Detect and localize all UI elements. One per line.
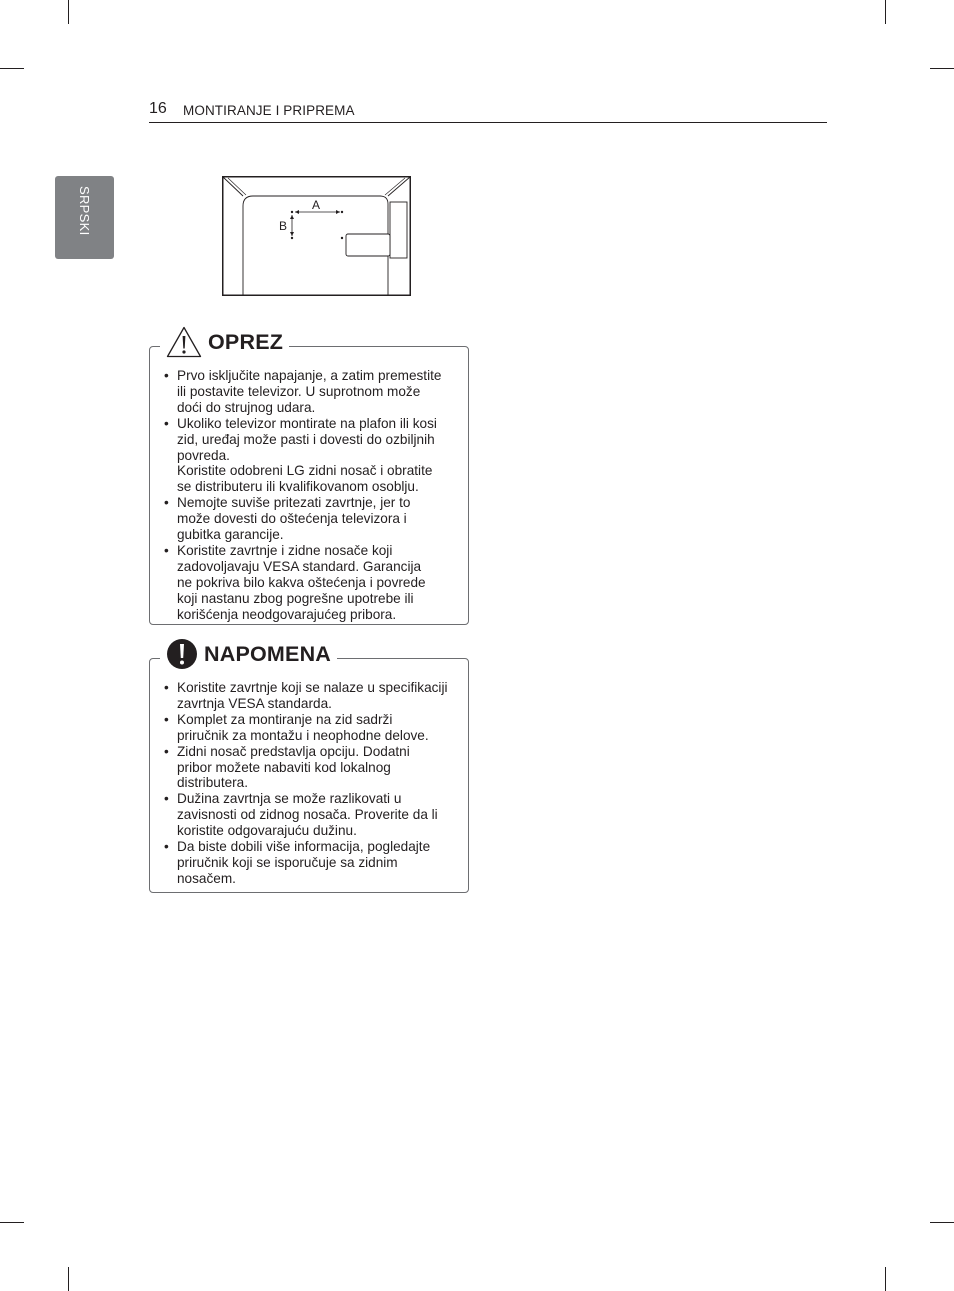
list-item: • Komplet za montiranje na zid sadrži priručnik za montažu i neophodne delove. xyxy=(164,712,462,744)
note-header xyxy=(160,637,337,671)
label-a: A xyxy=(312,198,321,212)
list-item: • Prvo isključite napajanje, a zatim premestite ili postavite televizor. U suprotnom može doći do strujnog udara. xyxy=(164,368,462,416)
crop-mark xyxy=(885,1267,886,1291)
crop-mark xyxy=(0,1222,24,1223)
exclamation-circle-icon xyxy=(166,638,198,670)
crop-mark xyxy=(930,1222,954,1223)
crop-mark xyxy=(0,68,24,69)
crop-mark xyxy=(930,68,954,69)
page-header xyxy=(149,100,827,123)
page-number: 16 xyxy=(149,100,167,117)
language-tab xyxy=(55,176,114,259)
warning-triangle-icon xyxy=(166,326,202,358)
caution-header xyxy=(160,325,289,359)
list-item: • Nemojte suviše pritezati zavrtnje, jer to može dovesti do oštećenja televizora i gubitka garancije. xyxy=(164,495,462,543)
list-item: • Da biste dobili više informacija, pogledajte priručnik koji se isporučuje sa zidnim nosačem. xyxy=(164,839,462,887)
list-item: • Dužina zavrtnja se može razlikovati u zavisnosti od zidnog nosača. Proverite da li koristite odgovarajuću dužinu. xyxy=(164,791,462,839)
note-box xyxy=(149,641,469,893)
note-list xyxy=(164,680,462,887)
list-item: • Koristite zavrtnje i zidne nosače koji zadovoljavaju VESA standard. Garancija ne pokriva bilo kakva oštećenja i povrede koji nastanu zbog pogrešne upotrebe ili korišćenja neodgovarajućeg pribora. xyxy=(164,543,462,623)
note-title: NAPOMENA xyxy=(204,641,332,666)
language-tab-label: SRPSKI xyxy=(77,186,92,236)
caution-box xyxy=(149,329,469,625)
list-item: • Zidni nosač predstavlja opciju. Dodatni pribor možete nabaviti kod lokalnog distributera. xyxy=(164,744,462,792)
list-item: • Ukoliko televizor montirate na plafon ili kosi zid, uređaj može pasti i dovesti do ozbiljnih povreda. Koristite odobreni LG zidni nosač i obratite se distributeru ili kvalifikovanom osoblju. xyxy=(164,416,462,496)
caution-list xyxy=(164,368,462,623)
label-b: B xyxy=(279,219,288,233)
crop-mark xyxy=(885,0,886,24)
crop-mark xyxy=(68,1267,69,1291)
section-title: MONTIRANJE I PRIPREMA xyxy=(183,103,355,118)
caution-title: OPREZ xyxy=(208,329,284,354)
tv-back-diagram xyxy=(222,176,411,296)
crop-mark xyxy=(68,0,69,24)
list-item: • Koristite zavrtnje koji se nalaze u specifikaciji zavrtnja VESA standarda. xyxy=(164,680,462,712)
